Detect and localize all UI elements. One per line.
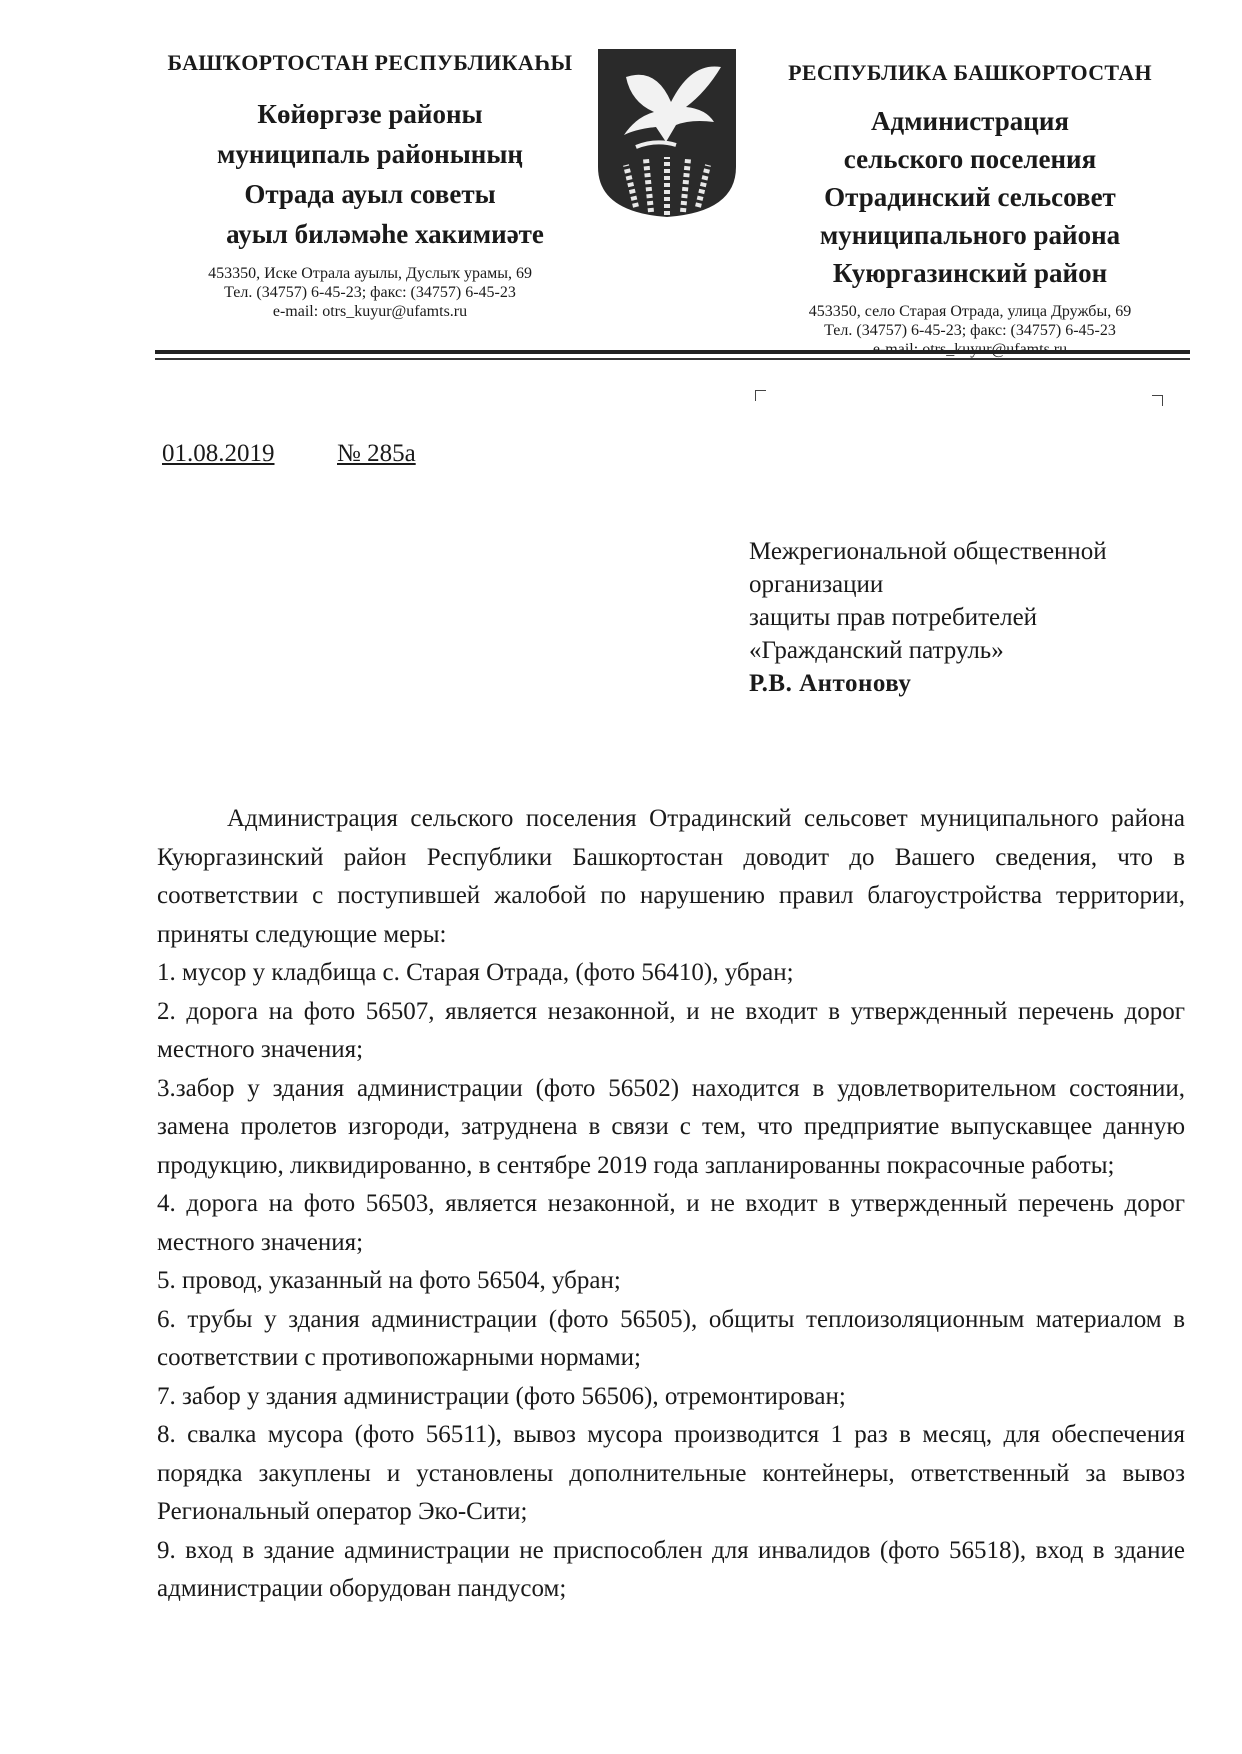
header-divider-thick xyxy=(155,350,1190,354)
letter-date: 01.08.2019 xyxy=(162,440,275,467)
body-item: 9. вход в здание администрации не приспособлен для инвалидов (фото 56518), вход в здание администрации оборудован пандусом; xyxy=(157,1536,1185,1602)
body-item: 1. мусор у кладбища с. Старая Отрада, (фото 56410), убран; xyxy=(157,959,794,986)
addressee-line: защиты прав потребителей xyxy=(749,604,1038,631)
body-item: 8. свалка мусора (фото 56511), вывоз мусора производится 1 раз в месяц, для обеспечения порядка закуплены и установлены дополнительные контейнеры, ответственный за вывоз Региональный оператор Эко-Сити; xyxy=(157,1421,1185,1525)
header-left-bashkir xyxy=(150,50,590,321)
header-right-russian xyxy=(750,60,1190,359)
org-line: Куюргазинский район xyxy=(832,258,1108,288)
body-item: 2. дорога на фото 56507, является незаконной, и не входит в утвержденный перечень дорог местного значения; xyxy=(157,997,1185,1063)
phone: Тел. (34757) 6-45-23; факс: (34757) 6-45-23 xyxy=(824,322,1116,339)
org-line: муниципаль районының xyxy=(217,139,523,169)
contact-block-bashkir xyxy=(150,264,590,321)
republic-title-bashkir: БАШҠОРТОСТАН РЕСПУБЛИКАҺЫ xyxy=(167,50,573,75)
republic-title-russian: РЕСПУБЛИКА БАШКОРТОСТАН xyxy=(788,60,1152,85)
address: 453350, село Старая Отрада, улица Дружбы, 69 xyxy=(808,303,1132,320)
addressee-name: Р.В. Антонову xyxy=(749,670,912,697)
email: e-mail: otrs_kuyur@ufamts.ru xyxy=(272,303,468,320)
corner-mark-left xyxy=(755,390,766,401)
letter-number: № 285а xyxy=(337,440,416,467)
body-intro: Администрация сельского поселения Отрадинский сельсовет муниципального района Куюргазинский район Республики Башкортостан доводит до Вашего сведения, что в соответствии с поступившей жалобой по нарушению правил благоустройства территории, приняты следующие меры: xyxy=(157,805,1185,948)
org-name-bashkir xyxy=(150,94,590,254)
phone: Тел. (34757) 6-45-23; факс: (34757) 6-45-23 xyxy=(224,284,516,301)
org-line: ауыл биләмәһе хакимиәте xyxy=(226,219,544,249)
addressee-line: «Гражданский патруль» xyxy=(749,637,1004,664)
addressee-line: Межрегиональной общественной xyxy=(749,538,1107,565)
body-item: 5. провод, указанный на фото 56504, убран; xyxy=(157,1267,621,1294)
body-item: 6. трубы у здания администрации (фото 56505), общиты теплоизоляционным материалом в соответствии с противопожарными нормами; xyxy=(157,1305,1185,1371)
date-number-line xyxy=(162,440,416,468)
body-item: 3.забор у здания администрации (фото 56502) находится в удовлетворительном состоянии, замена пролетов изгороди, затруднена в связи с тем, что предприятие выпускавщее данную продукцию, ликвидированно, в сентябре 2019 года запланированны покрасочные работы; xyxy=(157,1074,1185,1179)
org-line: Администрация xyxy=(870,106,1070,136)
letter-body xyxy=(157,800,1185,1609)
body-item: 7. забор у здания администрации (фото 56506), отремонтирован; xyxy=(157,1382,846,1410)
org-line: Отрада ауыл советы xyxy=(244,179,496,209)
addressee-block xyxy=(749,535,1107,700)
corner-mark-right xyxy=(1152,395,1163,406)
header-divider-thin xyxy=(155,358,1190,360)
coat-of-arms-emblem xyxy=(596,47,738,219)
org-line: сельского поселения xyxy=(843,144,1097,174)
org-name-russian xyxy=(750,102,1190,292)
org-line: Көйөргәзе районы xyxy=(257,99,483,129)
org-line: Отрадинский сельсовет xyxy=(824,182,1116,212)
addressee-line: организации xyxy=(749,571,884,598)
org-line: муниципального района xyxy=(819,220,1121,250)
body-item: 4. дорога на фото 56503, является незаконной, и не входит в утвержденный перечень дорог местного значения; xyxy=(157,1190,1185,1256)
address: 453350, Иске Отрала ауылы, Дуслыҡ урамы, 69 xyxy=(208,265,532,282)
